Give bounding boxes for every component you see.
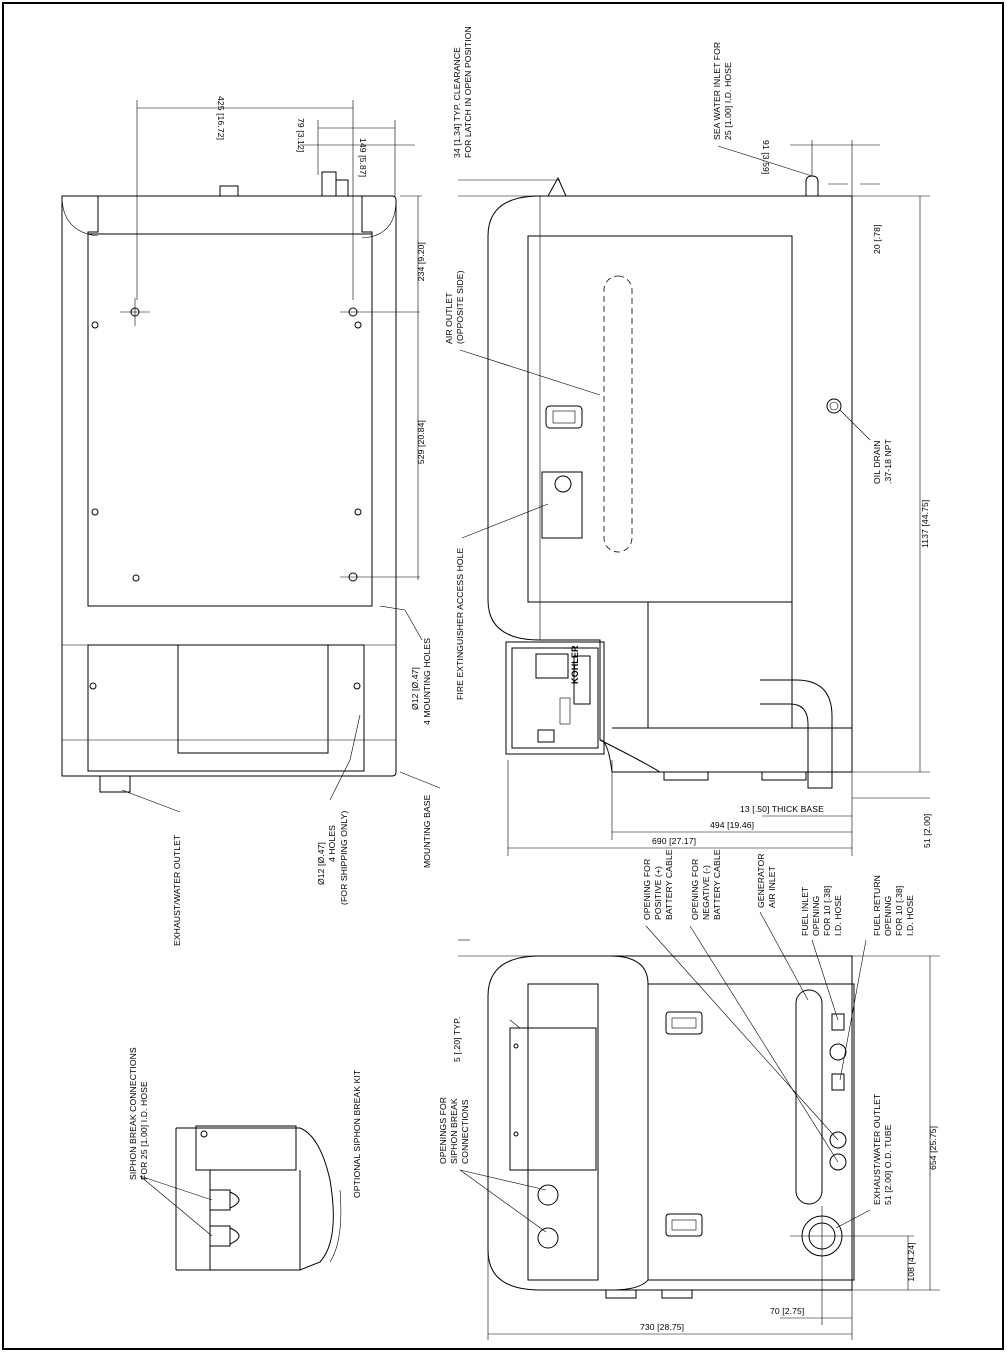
side-view-door [528,236,792,602]
neg-cable-label-3: BATTERY CABLE [712,849,722,920]
control-box-end [510,1028,596,1170]
end-view-outline [488,956,852,1290]
exhaust-water-outlet-label: EXHAUST/WATER OUTLET [172,834,182,946]
dim-79-label: 79 [3.12] [296,118,306,153]
dim-690-label: 690 [27.17] [652,836,697,846]
exhaust-outlet-label-2: 51 [2.00] O.D. TUBE [883,1124,893,1205]
sea-water-label-2: 25 [1.00] I.D. HOSE [723,62,733,140]
side-view-outline [488,196,852,772]
dim-20-label: 20 [.78] [872,224,882,254]
mounting-holes-label-1: Ø12 [Ø.47] [410,666,420,710]
fuel-inlet-label-3: FOR 10 [.38] [822,885,832,936]
fuel-inlet-label-4: I.D. HOSE [833,894,843,936]
dim-654-label: 654 [25.75] [928,1125,938,1170]
siphon-opening [538,1185,558,1205]
fuel-return-label-2: OPENING [883,895,893,936]
fuel-inlet-label-1: FUEL INLET [800,886,810,936]
mounting-holes-label-2: 4 MOUNTING HOLES [422,637,432,725]
siphon-opening [538,1228,558,1248]
siphon-connection [210,1190,230,1210]
siphon-openings-label-3: CONNECTIONS [460,1099,470,1164]
generator-air-inlet [796,990,822,1204]
siphon-openings-label-2: SIPHON BREAK [449,1098,459,1164]
neg-cable-label-1: OPENING FOR [690,858,700,920]
exhaust-outlet-label-1: EXHAUST/WATER OUTLET [872,1093,882,1205]
neg-cable-label-2: NEGATIVE (-) [701,865,711,920]
air-outlet-label-2: (OPPOSITE SIDE) [455,270,465,344]
dim-13-label: 13 [.50] THICK BASE [740,804,824,814]
fire-extinguisher-plate [542,472,582,538]
siphon-conn-label-2: FOR 25 [1.00] I.D. HOSE [139,1081,149,1180]
top-view-enclosure [88,196,372,606]
sea-water-label-1: SEA WATER INLET FOR [712,41,722,140]
siphon-kit-outline [176,1128,333,1270]
dim-425-label: 425 [16.72] [216,96,226,141]
side-view-lower-panel [648,602,792,728]
control-panel-top [178,645,328,753]
dim-108-label: 108 [4.24] [906,1242,916,1282]
sea-water-inlet [806,176,818,196]
fuel-return-label-1: FUEL RETURN [872,875,882,936]
side-view [458,140,930,856]
control-box-side [506,642,604,754]
dim-529-label: 529 [20.84] [416,420,426,465]
siphon-openings-label-1: OPENINGS FOR [438,1096,448,1164]
end-view [458,912,940,1340]
opening [830,1044,846,1060]
exhaust-pipe-top [100,776,130,792]
dim-5-label: 5 [.20] TYP. [452,1016,462,1062]
oil-drain [827,399,841,413]
ship-holes-label-1: Ø12 [Ø.47] [316,841,326,885]
fire-extinguisher-label: FIRE EXTINGUISHER ACCESS HOLE [455,547,465,700]
air-outlet-label-1: AIR OUTLET [444,292,454,344]
siphon-kit-label: OPTIONAL SIPHON BREAK KIT [352,1069,362,1198]
oil-drain-label-2: .37-18 NPT [883,439,893,484]
mounting-base-label: MOUNTING BASE [422,794,432,868]
oil-drain-label-1: OIL DRAIN [872,440,882,484]
siphon-connection [210,1226,230,1246]
ship-holes-label-2: 4 HOLES [327,824,337,862]
gen-air-label-1: GENERATOR [756,853,766,908]
gen-air-label-2: AIR INLET [767,866,777,908]
fuel-inlet-fitting [832,1014,844,1030]
dim-149-label: 149 [5.87] [358,138,368,178]
latch [666,1214,702,1236]
mounting-hole [133,575,139,581]
dim-1137-label: 1137 [44.75] [920,499,930,548]
kohler-brand: KOHLER [570,645,580,684]
fuel-return-label-3: FOR 10 [.38] [894,885,904,936]
latch [546,406,582,428]
fuel-return-label-4: I.D. HOSE [905,894,915,936]
dim-494-label: 494 [19.46] [710,820,755,830]
dim-91-label: 91 [3.59] [761,140,771,175]
pos-cable-label-2: POSITIVE (+) [653,866,663,920]
pos-cable-label-3: BATTERY CABLE [664,849,674,920]
fuel-inlet-label-2: OPENING [811,895,821,936]
ship-holes-label-3: (FOR SHIPPING ONLY) [339,810,349,905]
control-box-top [88,645,364,771]
latch [666,1012,702,1034]
siphon-conn-label-1: SIPHON BREAK CONNECTIONS [128,1047,138,1180]
fuel-return-fitting [832,1074,844,1090]
top-view-base-outline [62,196,396,776]
latch-label-1: 34 [1.34] TYP. CLEARANCE [452,47,462,158]
latch-label-2: FOR LATCH IN OPEN POSITION [463,26,473,158]
dim-730-label: 730 [28.75] [640,1322,685,1332]
dim-51-label: 51 [2.00] [922,813,932,848]
dim-234-label: 234 [9.20] [416,242,426,282]
siphon-break-kit [140,1126,341,1270]
top-view [62,100,440,812]
dim-70-label: 70 [2.75] [770,1306,805,1316]
top-view-panel [88,234,372,606]
air-outlet-slot [604,276,632,552]
pos-cable-label-1: OPENING FOR [642,858,652,920]
